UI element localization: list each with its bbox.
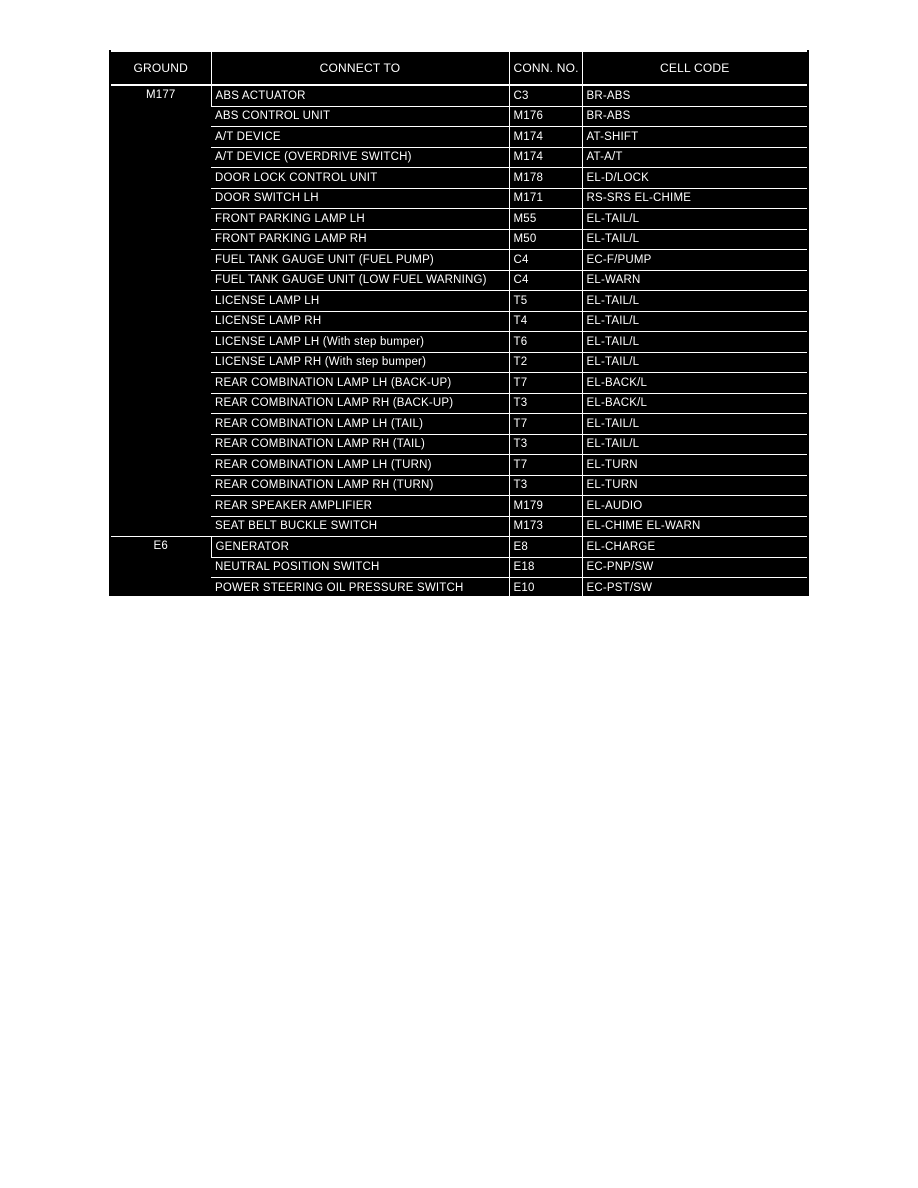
conn-no-cell: M176 <box>509 106 582 127</box>
connect-to-cell: FUEL TANK GAUGE UNIT (LOW FUEL WARNING) <box>211 270 509 291</box>
cell-code-cell: BR-ABS <box>582 85 807 106</box>
cell-code-cell: EL-TAIL/L <box>582 229 807 250</box>
conn-no-cell: M173 <box>509 516 582 537</box>
cell-code-cell: AT-SHIFT <box>582 127 807 148</box>
connect-to-cell: REAR COMBINATION LAMP LH (TURN) <box>211 455 509 476</box>
conn-no-cell: T3 <box>509 393 582 414</box>
ground-cell: M177 <box>111 85 211 537</box>
table-row <box>111 127 807 148</box>
cell-code-cell: EL-TAIL/L <box>582 414 807 435</box>
header-ground: GROUND <box>111 51 211 85</box>
table-row <box>111 291 807 312</box>
cell-code-cell: EL-BACK/L <box>582 393 807 414</box>
table-row <box>111 332 807 353</box>
table-row <box>111 85 807 106</box>
connect-to-cell: GENERATOR <box>211 537 509 558</box>
cell-code-cell: EL-TURN <box>582 475 807 496</box>
connect-to-cell: ABS ACTUATOR <box>211 85 509 106</box>
cell-code-cell: EL-TAIL/L <box>582 332 807 353</box>
connect-to-cell: REAR COMBINATION LAMP LH (BACK-UP) <box>211 373 509 394</box>
table-row <box>111 188 807 209</box>
cell-code-cell: EL-CHIME EL-WARN <box>582 516 807 537</box>
cell-code-cell: EL-WARN <box>582 270 807 291</box>
connect-to-cell: ABS CONTROL UNIT <box>211 106 509 127</box>
conn-no-cell: T7 <box>509 373 582 394</box>
connect-to-cell: DOOR LOCK CONTROL UNIT <box>211 168 509 189</box>
table-row <box>111 250 807 271</box>
conn-no-cell: M50 <box>509 229 582 250</box>
table-row <box>111 393 807 414</box>
table-row <box>111 209 807 230</box>
connect-to-cell: REAR COMBINATION LAMP RH (TURN) <box>211 475 509 496</box>
ground-distribution-table <box>111 50 807 623</box>
table-row <box>111 229 807 250</box>
table-row <box>111 537 807 558</box>
connect-to-cell: FRONT PARKING LAMP RH <box>211 229 509 250</box>
cell-code-cell: EL-TURN <box>582 455 807 476</box>
table-row <box>111 578 807 599</box>
connect-to-cell: A/T DEVICE (OVERDRIVE SWITCH) <box>211 147 509 168</box>
connect-to-cell: SEAT BELT BUCKLE SWITCH <box>211 516 509 537</box>
table-row <box>111 598 807 622</box>
header-conn-no: CONN. NO. <box>509 51 582 85</box>
connect-to-cell: NEUTRAL POSITION SWITCH <box>211 557 509 578</box>
connect-to-cell: POWER STEERING OIL PRESSURE SWITCH <box>211 578 509 599</box>
connect-to-cell: BATTERY <box>211 598 509 622</box>
conn-no-cell: M179 <box>509 496 582 517</box>
cell-code-cell: EC-PST/SW <box>582 578 807 599</box>
conn-no-cell: M171 <box>509 188 582 209</box>
connect-to-cell: REAR COMBINATION LAMP RH (TAIL) <box>211 434 509 455</box>
conn-no-cell: T4 <box>509 311 582 332</box>
conn-no-cell: E10 <box>509 578 582 599</box>
table-row <box>111 434 807 455</box>
connect-to-cell: REAR SPEAKER AMPLIFIER <box>211 496 509 517</box>
connect-to-cell: DOOR SWITCH LH <box>211 188 509 209</box>
table-row <box>111 373 807 394</box>
table-row <box>111 168 807 189</box>
conn-no-cell: C4 <box>509 250 582 271</box>
conn-no-cell: T3 <box>509 434 582 455</box>
connect-to-cell: FUEL TANK GAUGE UNIT (FUEL PUMP) <box>211 250 509 271</box>
cell-code-cell: EL-TAIL/L <box>582 352 807 373</box>
table-row <box>111 455 807 476</box>
connect-to-cell: LICENSE LAMP LH (With step bumper) <box>211 332 509 353</box>
ground-cell: E24/E25 <box>111 598 211 622</box>
cell-code-cell: EL-POWER <box>582 598 807 622</box>
connect-to-cell: LICENSE LAMP LH <box>211 291 509 312</box>
table-row <box>111 496 807 517</box>
table-row <box>111 352 807 373</box>
table-body <box>111 85 807 622</box>
cell-code-cell: EL-TAIL/L <box>582 209 807 230</box>
cell-code-cell: EL-BACK/L <box>582 373 807 394</box>
table-row <box>111 270 807 291</box>
conn-no-cell: M178 <box>509 168 582 189</box>
header-cell-code: CELL CODE <box>582 51 807 85</box>
table-row <box>111 475 807 496</box>
connect-to-cell: REAR COMBINATION LAMP RH (BACK-UP) <box>211 393 509 414</box>
cell-code-cell: EL-CHARGE <box>582 537 807 558</box>
cell-code-cell: EL-D/LOCK <box>582 168 807 189</box>
conn-no-cell: T3 <box>509 475 582 496</box>
conn-no-cell: T5 <box>509 291 582 312</box>
ground-distribution-table-image <box>109 50 809 616</box>
table-row <box>111 557 807 578</box>
conn-no-cell: T6 <box>509 332 582 353</box>
conn-no-cell: T7 <box>509 414 582 435</box>
conn-no-cell: C3 <box>509 85 582 106</box>
table-header-row <box>111 51 807 85</box>
table-row <box>111 311 807 332</box>
connect-to-cell: REAR COMBINATION LAMP LH (TAIL) <box>211 414 509 435</box>
table-row <box>111 147 807 168</box>
cell-code-cell: EC-F/PUMP <box>582 250 807 271</box>
conn-no-cell: M55 <box>509 209 582 230</box>
cell-code-cell: BR-ABS <box>582 106 807 127</box>
conn-no-cell: M174 <box>509 147 582 168</box>
table-row <box>111 414 807 435</box>
cell-code-cell: EL-TAIL/L <box>582 291 807 312</box>
cell-code-cell: EL-TAIL/L <box>582 311 807 332</box>
cell-code-cell: AT-A/T <box>582 147 807 168</box>
cell-code-cell: RS-SRS EL-CHIME <box>582 188 807 209</box>
ground-cell: E6 <box>111 537 211 599</box>
conn-no-cell: E23 <box>509 598 582 622</box>
table-row <box>111 516 807 537</box>
conn-no-cell: T2 <box>509 352 582 373</box>
conn-no-cell: M174 <box>509 127 582 148</box>
connect-to-cell: FRONT PARKING LAMP LH <box>211 209 509 230</box>
connect-to-cell: LICENSE LAMP RH <box>211 311 509 332</box>
connect-to-cell: A/T DEVICE <box>211 127 509 148</box>
conn-no-cell: C4 <box>509 270 582 291</box>
conn-no-cell: E18 <box>509 557 582 578</box>
conn-no-cell: E8 <box>509 537 582 558</box>
conn-no-cell: T7 <box>509 455 582 476</box>
table-row <box>111 106 807 127</box>
connect-to-cell: LICENSE LAMP RH (With step bumper) <box>211 352 509 373</box>
cell-code-cell: EL-TAIL/L <box>582 434 807 455</box>
header-connect-to: CONNECT TO <box>211 51 509 85</box>
cell-code-cell: EL-AUDIO <box>582 496 807 517</box>
cell-code-cell: EC-PNP/SW <box>582 557 807 578</box>
